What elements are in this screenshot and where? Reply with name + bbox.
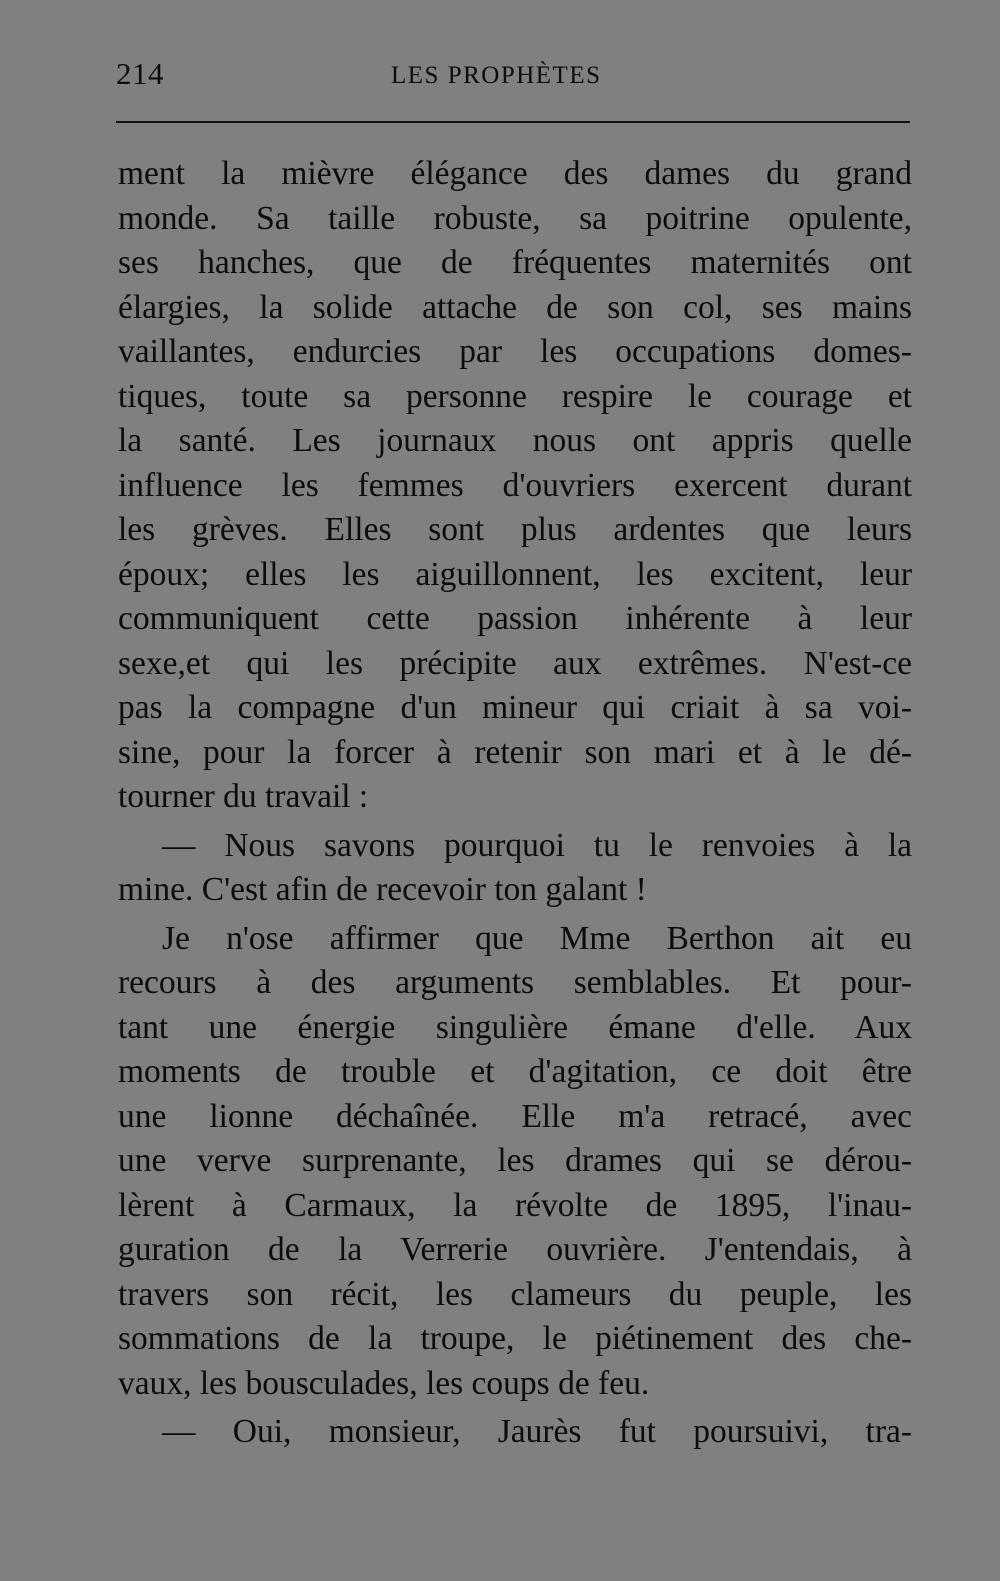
text-line: élargies, la solide attache de son col, ses mains [118,288,912,326]
text-line: sexe,et qui les précipite aux extrêmes. N'est-ce [118,644,912,682]
text-line: vaux, les bousculades, les coups de feu. [118,1364,650,1402]
text-line: guration de la Verrerie ouvrière. J'entendais, à [118,1231,912,1268]
text-line: moments de trouble et d'agitation, ce doit être [118,1053,912,1090]
text-line: tiques, toute sa personne respire le courage et [118,377,912,415]
text-line: communiquent cette passion inhérente à leur [118,600,912,637]
page-header [116,56,910,100]
text-line: recours à des arguments semblables. Et pour- [118,964,912,1001]
text-line: pas la compagne d'un mineur qui criait à sa voi- [118,689,912,726]
text-line: monde. Sa taille robuste, sa poitrine opulente, [118,199,912,237]
paragraph-start-line: Je n'ose affirmer que Mme Berthon ait eu [162,919,912,957]
text-line: vaillantes, endurcies par les occupations domes- [118,333,912,370]
running-head: LES PROPHÈTES [391,62,602,89]
dialogue-line: — Nous savons pourquoi tu le renvoies à la [162,826,912,864]
text-line: une lionne déchaînée. Elle m'a retracé, avec [118,1097,912,1135]
text-line: époux; elles les aiguillonnent, les excitent, leur [118,555,912,593]
text-line: ses hanches, que de fréquentes maternités ont [118,244,912,281]
text-line: tant une énergie singulière émane d'elle. Aux [118,1008,912,1046]
text-line: les grèves. Elles sont plus ardentes que leurs [118,511,912,548]
text-line: sommations de la troupe, le piétinement des che- [118,1320,912,1357]
text-line: lèrent à Carmaux, la révolte de 1895, l'inau- [118,1186,912,1224]
header-rule [116,121,910,123]
text-line: une verve surprenante, les drames qui se dérou- [118,1142,912,1179]
text-line: la santé. Les journaux nous ont appris quelle [118,422,912,459]
text-line: mine. C'est afin de recevoir ton galant ! [118,871,647,908]
body-text [118,152,912,1455]
page-number: 214 [116,56,164,91]
text-line: tourner du travail : [118,778,369,815]
dialogue-line: — Oui, monsieur, Jaurès fut poursuivi, tra- [162,1413,912,1450]
text-line: influence les femmes d'ouvriers exercent durant [118,466,912,504]
text-line: ment la mièvre élégance des dames du grand [118,155,912,192]
text-line: sine, pour la forcer à retenir son mari et à le dé- [118,733,912,771]
text-line: travers son récit, les clameurs du peuple, les [118,1275,912,1313]
